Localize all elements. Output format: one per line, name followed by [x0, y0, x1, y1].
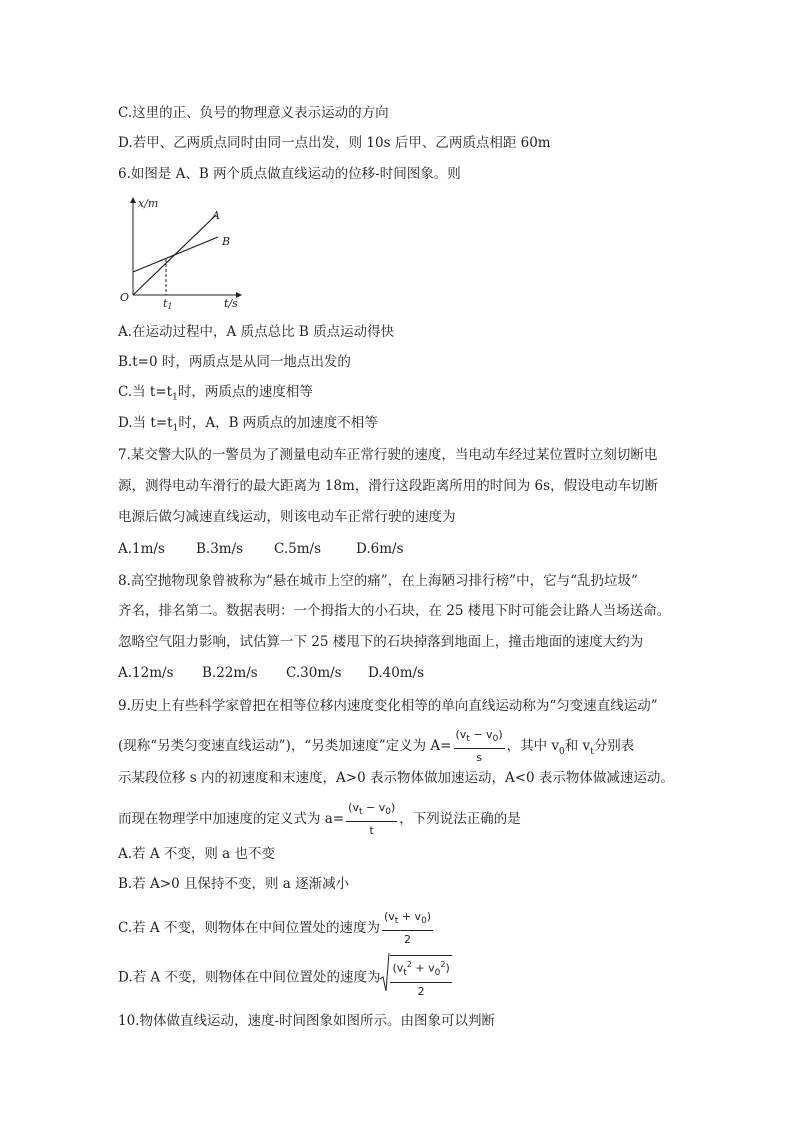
q7-stem-line-1: 7.某交警大队的一警员为了测量电动车正常行驶的速度，当电动车经过某位置时立刻切断电 — [118, 447, 658, 463]
q9-stem-line-1: 9.历史上有些科学家曾把在相等位移内速度变化相等的单向直线运动称为“匀变速直线运动” — [118, 698, 658, 714]
q6-option-a: A.在运动过程中，A 质点总比 B 质点运动得快 — [118, 324, 395, 340]
q8-stem-line-3: 忽略空气阻力影响，试估算一下 25 楼甩下的石块掉落到地面上，撞击地面的速度大约为 — [118, 634, 644, 650]
q9-fraction-a: $\frac{(v_t - v_0)}{t}$ — [348, 801, 396, 838]
line-b — [133, 237, 218, 272]
q7-option: B.3m/s — [196, 541, 244, 557]
q7-option: A.1m/s — [118, 541, 165, 557]
q9-option-a: A.若 A 不变，则 a 也不变 — [118, 846, 276, 862]
line-b-label: B — [222, 235, 231, 248]
line-a-label: A — [212, 209, 220, 222]
q9-stem-line-2: (现称“另类匀变速直线运动”)，“另类加速度”定义为 A= $\frac{(v_t - v_0)}{s}$ ，其中 $v_0$和 $v_t$分别表 — [118, 726, 634, 767]
x-axis-label: t/s — [224, 297, 238, 310]
q9-stem-line-4: 而现在物理学中加速度的定义式为 a= $\frac{(v_t - v_0)}{t}$ ，下列说法正确的是 — [118, 799, 521, 840]
q6-option-b: B.t=0 时，两质点是从同一地点出发的 — [118, 354, 351, 370]
q6-option-c: C.当 $t=t_1$时，两质点的速度相等 — [118, 384, 313, 403]
y-axis-label: x/m — [138, 197, 159, 210]
q8-stem-line-1: 8.高空抛物现象曾被称为“悬在城市上空的痛”，在上海陋习排行榜”中，它与“乱扔垃圾” — [118, 573, 638, 589]
q6-option-d: D.当 $t=t_1$时，A，B 两质点的加速度不相等 — [118, 415, 378, 434]
q8-stem-line-2: 齐名，排名第二。数据表明：一个拇指大的小石块，在 25 楼甩下时可能会让路人当场送命。 — [118, 603, 671, 619]
q5-option-c: C.这里的正、负号的物理意义表示运动的方向 — [118, 105, 389, 121]
q9-option-d: D.若 A 不变，则物体在中间位置处的速度为 $\frac{(v_t^2 + v_0^2)}{2}$ — [118, 955, 452, 1001]
q9-option-d-sqrt: $\frac{(v_t^2 + v_0^2)}{2}$ — [380, 955, 451, 1001]
q9-stem-line-3: 示某段位移 s 内的初速度和末速度，A>0 表示物体做加速运动，A<0 表示物体做减速运动。 — [118, 770, 674, 786]
q6-stem: 6.如图是 A、B 两个质点做直线运动的位移-时间图象。则 — [118, 166, 461, 182]
q9-option-c: C.若 A 不变，则物体在中间位置处的速度为 $\frac{(v_t + v_0)}{2}$ — [118, 908, 435, 949]
q9-fraction-A: $\frac{(v_t - v_0)}{s}$ — [455, 728, 503, 765]
q8-option: A.12m/s — [118, 665, 174, 681]
q8-option: D.40m/s — [368, 665, 425, 681]
q9-option-c-fraction: $\frac{(v_t + v_0)}{2}$ — [383, 910, 432, 947]
q7-option: C.5m/s — [274, 541, 322, 557]
q10-stem: 10.物体做直线运动，速度-时间图象如图所示。由图象可以判断 — [118, 1013, 496, 1029]
q7-stem-line-2: 源，测得电动车滑行的最大距离为 18m，滑行这段距离所用的时间为 6s，假设电动车切断 — [118, 478, 659, 494]
q5-option-d: D.若甲、乙两质点同时由同一点出发，则 10s 后甲、乙两质点相距 60m — [118, 135, 551, 151]
q6-xt-graph — [118, 195, 258, 310]
origin-label: O — [120, 291, 130, 304]
q8-options — [118, 664, 424, 682]
t1-label: t1 — [163, 297, 173, 310]
q7-stem-line-3: 电源后做匀减速直线运动，则该电动车正常行驶的速度为 — [118, 509, 456, 525]
y-axis-arrow — [130, 197, 136, 203]
q8-option: C.30m/s — [286, 665, 342, 681]
q7-option: D.6m/s — [356, 541, 404, 557]
q8-option: B.22m/s — [202, 665, 258, 681]
q7-options — [118, 540, 404, 558]
q9-option-b: B.若 A>0 且保持不变，则 a 逐渐减小 — [118, 876, 350, 892]
